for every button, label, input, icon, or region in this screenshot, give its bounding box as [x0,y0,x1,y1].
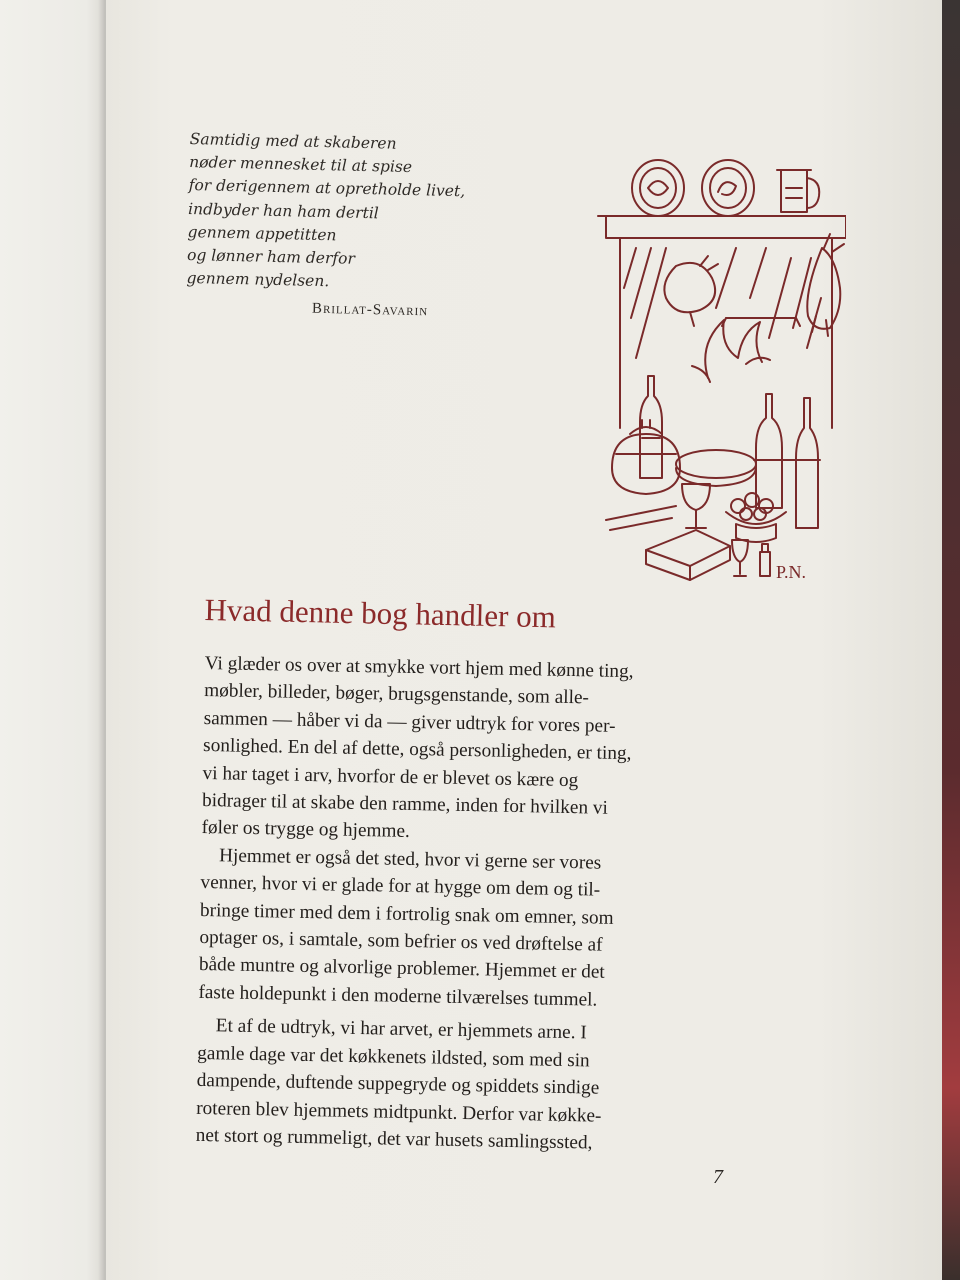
cheese-icon [646,530,730,580]
epigraph-line: nøder mennesket til at spise [189,153,413,177]
mantel-shelf [598,216,846,238]
body-line: faste holdepunkt i den moderne tilværelses tummel. [198,981,598,1011]
body-line: sammen — håber vi da — giver udtryk for vores per- [203,707,616,737]
tankard-icon [777,170,819,212]
hanging-bird-icon [807,234,844,336]
knife-icon [606,506,676,530]
body-line: Vi glæder os over at smykke vort hjem med kønne ting, [204,652,634,683]
body-line: dampende, duftende suppegryde og spiddets sindige [196,1070,600,1099]
body-line: sonlighed. En del af dette, også personligheden, er ting, [202,735,632,765]
pepper-mill-icon [760,544,770,576]
body-line: bringe timer med dem i fortrolig snak om emner, som [199,899,614,929]
epigraph-line: gennem appetitten [187,222,337,245]
body-line: roteren blev hjemmets midtpunkt. Derfor var køkke- [196,1097,602,1127]
chapter-heading: Hvad denne bog handler om [204,592,557,635]
epigraph-line: for derigennem at opretholde livet, [188,176,466,201]
wine-bottle-icon [796,398,818,528]
chapter-body [195,650,764,1160]
hanging-chicken-icon [664,256,718,326]
small-glass-icon [732,540,748,576]
body-line: vi har taget i arv, hvorfor de er blevet os kære og [202,762,579,791]
body-line: net stort og rummeligt, det var husets samlingssted, [195,1124,593,1154]
illustrator-signature: P.N. [776,562,807,582]
body-line: Hjemmet er også det sted, hvor vi gerne ser vores [218,845,602,874]
kettle-icon [612,420,680,494]
page-edge-background [942,0,960,1280]
epigraph-attribution: Brillat-Savarin [311,300,429,320]
epigraph-line: Samtidig med at skaberen [189,129,397,153]
body-line: bidrager til at skabe den ramme, inden for hvilken vi [201,790,609,819]
body-line: venner, hvor vi er glade for at hygge om dem og til- [200,872,601,901]
flame-icon [692,320,770,382]
plate-left-icon [632,160,684,216]
fireplace-opening [620,238,832,428]
body-line: Et af de udtryk, vi har arvet, er hjemmets arne. I [215,1015,587,1044]
wine-glass-icon [682,484,710,528]
body-line: gamle dage var det køkkenets ildsted, som med sin [197,1042,590,1072]
bottle-right-icon [756,394,782,508]
epigraph-line: gennem nydelsen. [186,269,330,291]
page-number: 7 [713,1166,723,1188]
body-line: møbler, billeder, bøger, brugsgenstande, som alle- [204,680,590,709]
body-line: føler os trygge og hjemme. [201,817,411,843]
body-line: både muntre og alvorlige problemer. Hjemmet er det [198,954,605,984]
kitchen-hearth-illustration [596,148,846,588]
body-line: optager os, i samtale, som befrier os ved drøftelse af [199,927,603,956]
epigraph-line: indbyder han ham dertil [187,199,379,222]
epigraph [186,128,530,298]
left-page [0,0,108,1280]
epigraph-line: og lønner ham derfor [186,245,356,268]
plate-right-icon [702,160,754,216]
frying-pan-icon [676,450,820,486]
